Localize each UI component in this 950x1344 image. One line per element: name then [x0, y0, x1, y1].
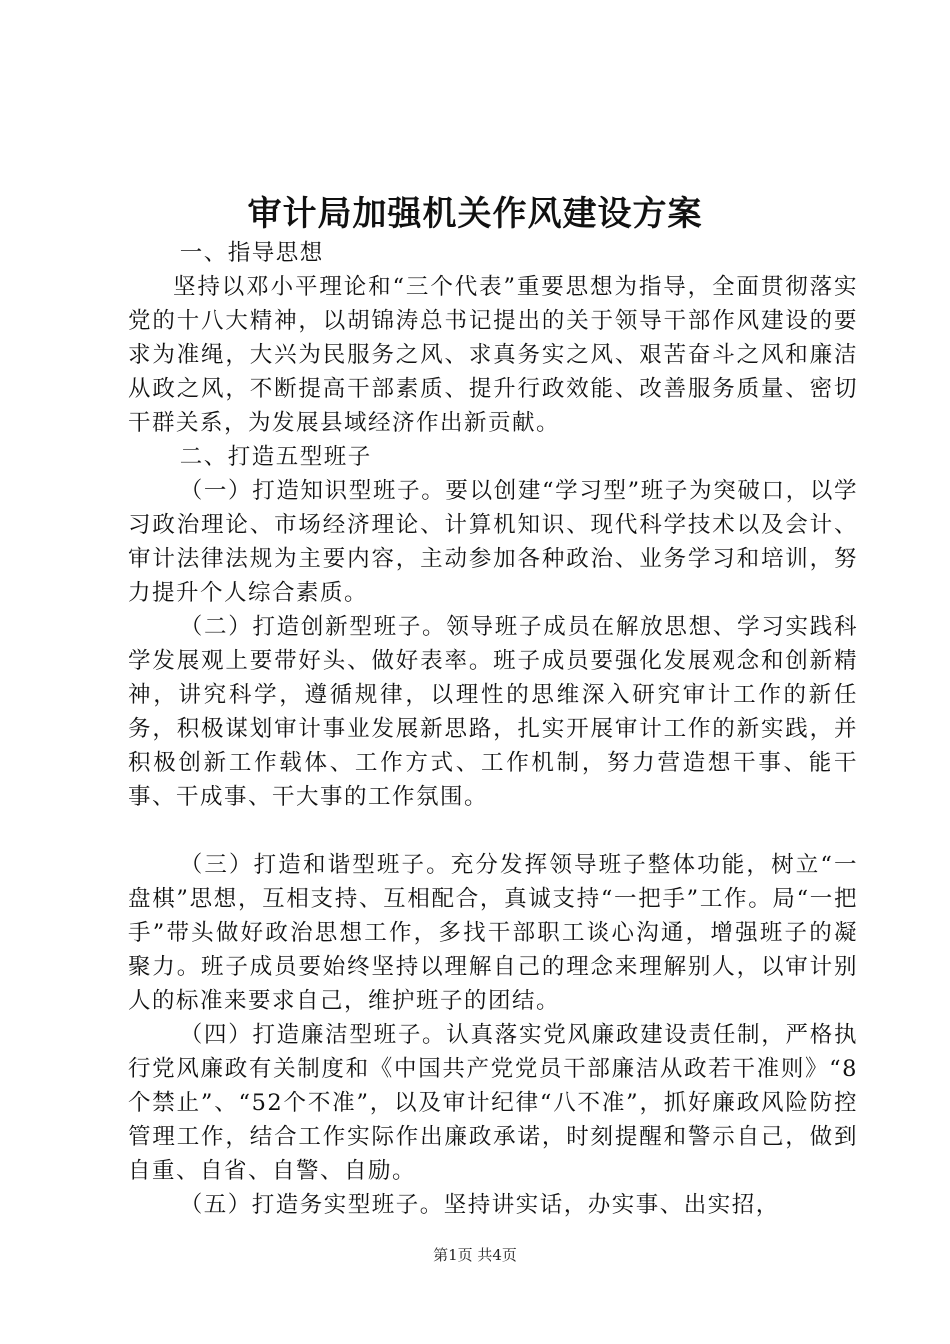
paragraph-clean-team: （四）打造廉洁型班子。认真落实党风廉政建设责任制，严格执行党风廉政有关制度和《中国共产党党员干部廉洁从政若干准则》“8个禁止”、“52个不准”，以及审计纪律“八不准”，抓好廉政风险防控管理工作，结合工作实际作出廉政承诺，时刻提醒和警示自己，做到自重、自省、自警、自励。 [128, 1022, 858, 1184]
document-title: 审计局加强机关作风建设方案 [247, 194, 703, 234]
paragraph-harmonious-team: （三）打造和谐型班子。充分发挥领导班子整体功能，树立“一盘棋”思想，互相支持、互相配合，真诚支持“一把手”工作。局“一把手”带头做好政治思想工作，多找干部职工谈心沟通，增强班子的凝聚力。班子成员要始终坚持以理解自己的理念来理解别人，以审计别人的标准来要求自己，维护班子的团结。 [128, 852, 858, 1014]
page-number-footer: 第1页 共4页 [433, 1246, 517, 1264]
paragraph-guiding-ideology: 坚持以邓小平理论和“三个代表”重要思想为指导，全面贯彻落实党的十八大精神，以胡锦涛总书记提出的关于领导干部作风建设的要求为准绳，大兴为民服务之风、求真务实之风、艰苦奋斗之风和廉洁从政之风，不断提高干部素质、提升行政效能、改善服务质量、密切干群关系，为发展县域经济作出新贡献。 [128, 274, 858, 436]
paragraph-pragmatic-team: （五）打造务实型班子。坚持讲实话，办实事、出实招， [179, 1192, 780, 1218]
paragraph-knowledge-team: （一）打造知识型班子。要以创建“学习型”班子为突破口，以学习政治理论、市场经济理论、计算机知识、现代科学技术以及会计、审计法律法规为主要内容，主动参加各种政治、业务学习和培训，努力提升个人综合素质。 [128, 478, 858, 606]
document-body [128, 236, 858, 1222]
section-heading-five-teams: 二、打造五型班子 [179, 444, 372, 470]
paragraph-innovative-team: （二）打造创新型班子。领导班子成员在解放思想、学习实践科学发展观上要带好头、做好表率。班子成员要强化发展观念和创新精神，讲究科学，遵循规律，以理性的思维深入研究审计工作的新任务，积极谋划审计事业发展新思路，扎实开展审计工作的新实践，并积极创新工作载体、工作方式、工作机制，努力营造想干事、能干事、干成事、干大事的工作氛围。 [128, 614, 858, 810]
section-heading-guiding-ideology: 一、指导思想 [179, 240, 324, 266]
paragraph-spacer [128, 814, 858, 848]
